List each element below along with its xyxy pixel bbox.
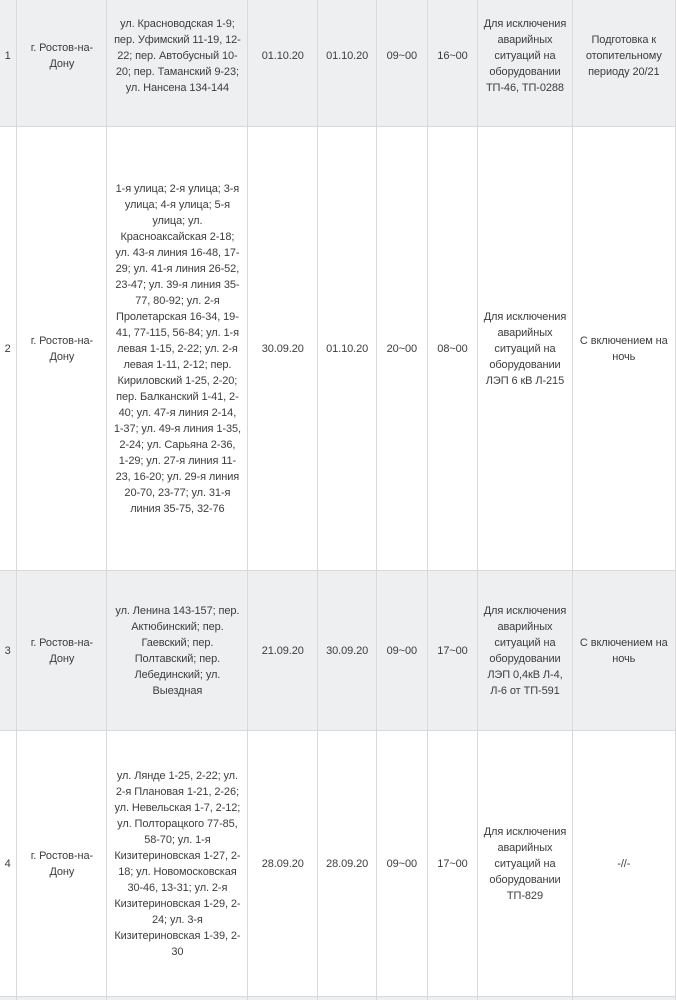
time-to-cell bbox=[427, 997, 478, 1000]
note-cell: Подготовка к отопительному периоду 20/21 bbox=[572, 0, 675, 127]
date-to-cell: 01.10.20 bbox=[318, 0, 377, 127]
city-cell: г. Ростов-на-Дону bbox=[17, 731, 107, 997]
date-to-cell: 28.09.20 bbox=[318, 731, 377, 997]
reason-cell bbox=[478, 997, 572, 1000]
date-from-cell: 30.09.20 bbox=[248, 127, 318, 571]
date-from-cell: 01.10.20 bbox=[248, 0, 318, 127]
row-number-cell: 4 bbox=[0, 731, 17, 997]
streets-cell: 1-я улица; 2-я улица; 3-я улица; 4-я улица; 5-я улица; ул. Краснoаксайская 2-18; ул. 43-я линия 16-48, 17-29; ул. 41-я линия 26-52, 23-47; ул. 39-я линия 35-77, 80-92; ул. 2-я Пролетарская 16-34, 19-41, 77-115, 56-84; ул. 1-я левая 1-15, 2-22; ул. 2-я левая 1-11, 2-12; пер. Кириловский 1-25, 2-20; пер. Балканский 1-41, 2-40; ул. 47-я линия 2-14, 1-37; ул. 49-я линия 1-35, 2-24; ул. Сарьяна 2-36, 1-29; ул. 27-я линия 11-23, 16-20; ул. 29-я линия 20-70, 23-77; ул. 31-я линия 35-75, 32-76 bbox=[107, 127, 248, 571]
streets-cell: ул. Ляндe 1-25, 2-22; ул. 2-я Плановая 1-21, 2-26; ул. Невельская 1-7, 2-12; ул. Полторацкого 77-85, 58-70; ул. 1-я Кизитериновская 1-27, 2-18; ул. Новомосковская 30-46, 13-31; ул. 2-я Кизитериновская 1-29, 2-24; ул. 3-я Кизитериновская 1-39, 2-30 bbox=[107, 731, 248, 997]
time-to-cell: 17~00 bbox=[427, 571, 478, 731]
table-row bbox=[0, 731, 676, 997]
table-row bbox=[0, 997, 676, 1000]
time-from-cell bbox=[377, 997, 428, 1000]
note-cell: С включением на ночь bbox=[572, 571, 675, 731]
city-cell: г. Ростов-на-Дону bbox=[17, 127, 107, 571]
table-row bbox=[0, 0, 676, 127]
reason-cell: Для исключения аварийных ситуаций на оборудовании ТП-829 bbox=[478, 731, 572, 997]
date-to-cell bbox=[318, 997, 377, 1000]
row-number-cell bbox=[0, 997, 17, 1000]
time-from-cell: 09~00 bbox=[377, 0, 428, 127]
city-cell: г. Ростов-на-Дону bbox=[17, 571, 107, 731]
city-cell bbox=[17, 997, 107, 1000]
city-cell: г. Ростов-на-Дону bbox=[17, 0, 107, 127]
row-number-cell: 2 bbox=[0, 127, 17, 571]
note-cell: -//- bbox=[572, 731, 675, 997]
streets-cell: ул. Ленина 143-157; пер. Актюбинский; пер. Гаевский; пер. Полтавский; пер. Лебединский; ул. Выездная bbox=[107, 571, 248, 731]
time-to-cell: 08~00 bbox=[427, 127, 478, 571]
streets-cell bbox=[107, 997, 248, 1000]
note-cell: С включением на ночь bbox=[572, 127, 675, 571]
reason-cell: Для исключения аварийных ситуаций на оборудовании ЛЭП 0,4кВ Л-4, Л-6 от ТП-591 bbox=[478, 571, 572, 731]
time-from-cell: 09~00 bbox=[377, 731, 428, 997]
table-row bbox=[0, 127, 676, 571]
time-to-cell: 16~00 bbox=[427, 0, 478, 127]
time-to-cell: 17~00 bbox=[427, 731, 478, 997]
date-from-cell bbox=[248, 997, 318, 1000]
date-from-cell: 21.09.20 bbox=[248, 571, 318, 731]
time-from-cell: 20~00 bbox=[377, 127, 428, 571]
reason-cell: Для исключения аварийных ситуаций на оборудовании ТП-46, ТП-0288 bbox=[478, 0, 572, 127]
table-row bbox=[0, 571, 676, 731]
date-from-cell: 28.09.20 bbox=[248, 731, 318, 997]
row-number-cell: 3 bbox=[0, 571, 17, 731]
streets-cell: ул. Красноводская 1-9; пер. Уфимский 11-19, 12-22; пер. Автобусный 10-20; пер. Таманский 9-23; ул. Нансена 134-144 bbox=[107, 0, 248, 127]
reason-cell: Для исключения аварийных ситуаций на оборудовании ЛЭП 6 кВ Л-215 bbox=[478, 127, 572, 571]
row-number-cell: 1 bbox=[0, 0, 17, 127]
date-to-cell: 30.09.20 bbox=[318, 571, 377, 731]
date-to-cell: 01.10.20 bbox=[318, 127, 377, 571]
note-cell bbox=[572, 997, 675, 1000]
time-from-cell: 09~00 bbox=[377, 571, 428, 731]
